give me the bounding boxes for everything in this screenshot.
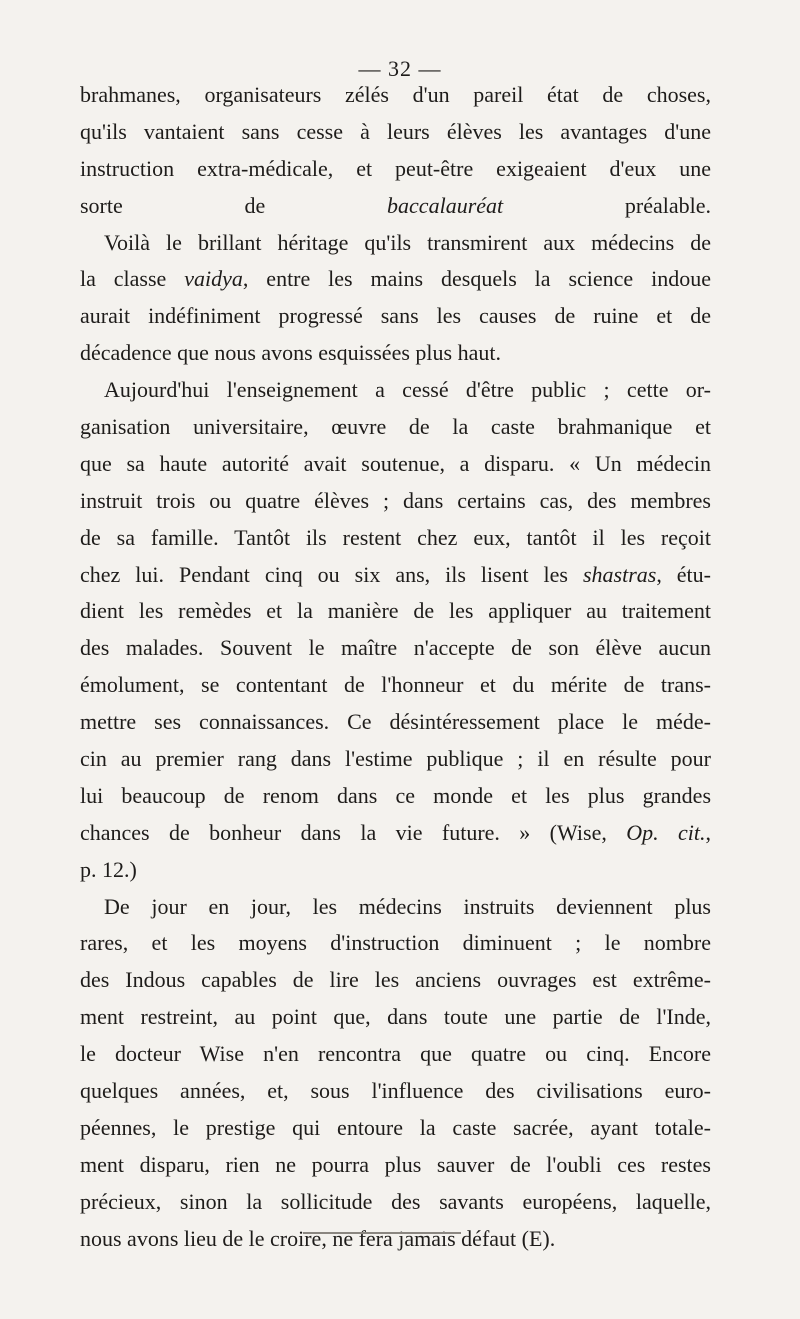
text-line [80,261,711,298]
text-line [80,815,711,852]
text-run: sorte de [80,192,388,218]
text-run: dient les remèdes et la manière de les appliquer au traitement [80,598,711,624]
italic-term: Op. cit. [626,819,706,845]
text-line [80,114,711,151]
text-run: la classe [80,266,185,292]
text-line [80,188,711,225]
text-line [80,1036,711,1073]
text-line [80,1147,711,1184]
text-run: préalable. [503,192,712,218]
text-run: le docteur Wise n'en rencontra que quatre ou cinq. Encore [80,1041,711,1067]
text-run: Aujourd'hui l'enseignement a cessé d'être public ; cette or- [104,377,711,403]
text-line [80,962,711,999]
text-line [80,925,711,962]
text-run: p. 12.) [80,856,137,882]
text-run: , [705,819,711,845]
text-line [80,409,711,446]
text-line [80,298,711,335]
body-text [80,77,711,1258]
text-line [80,778,711,815]
italic-term: vaidya [184,266,243,292]
text-line [80,852,711,889]
italic-term: shastras [582,561,657,587]
text-line [80,446,711,483]
text-run: qu'ils vantaient sans cesse à leurs élèves les avantages d'une [80,118,711,144]
text-run: instruction extra-médicale, et peut-être exigeaient d'eux une [80,155,711,181]
text-run: précieux, sinon la sollicitude des savants européens, laquelle, [80,1188,711,1214]
text-run: ment disparu, rien ne pourra plus sauver de l'oubli ces restes [80,1151,711,1177]
text-line [80,1110,711,1147]
closing-rule [303,1232,461,1234]
text-line [80,520,711,557]
text-run: quelques années, et, sous l'influence des civilisations euro- [80,1078,711,1104]
page-number: — 32 — [358,56,442,81]
text-line [80,557,711,594]
text-run: chances de bonheur dans la vie future. » (Wise, [80,819,627,845]
text-run: des Indous capables de lire les anciens ouvrages est extrême- [80,967,711,993]
text-line [80,483,711,520]
text-run: lui beaucoup de renom dans ce monde et les plus grandes [80,782,711,808]
text-run: De jour en jour, les médecins instruits deviennent plus [104,893,711,919]
text-line [80,151,711,188]
text-run: ment restreint, au point que, dans toute une partie de l'Inde, [80,1004,711,1030]
text-line [80,1073,711,1110]
text-line [80,889,711,926]
text-run: décadence que nous avons esquissées plus haut. [80,340,501,366]
text-line [80,77,711,114]
text-line [80,225,711,262]
text-line [80,999,711,1036]
text-line [80,593,711,630]
text-line [80,1221,711,1258]
text-line [80,372,711,409]
text-line [80,741,711,778]
text-run: cin au premier rang dans l'estime publique ; il en résulte pour [80,746,711,772]
text-run: instruit trois ou quatre élèves ; dans certains cas, des membres [80,487,711,513]
text-run: des malades. Souvent le maître n'accepte de son élève aucun [80,635,711,661]
text-run: , étu- [656,561,711,587]
text-run: , entre les mains desquels la science indoue [242,266,711,292]
text-run: de sa famille. Tantôt ils restent chez eux, tantôt il les reçoit [80,524,711,550]
text-run: aurait indéfiniment progressé sans les causes de ruine et de [80,303,711,329]
text-run: mettre ses connaissances. Ce désintéressement place le méde- [80,709,711,735]
text-run: ganisation universitaire, œuvre de la caste brahmanique et [80,414,711,440]
text-run: que sa haute autorité avait soutenue, a disparu. « Un médecin [80,450,711,476]
text-run: brahmanes, organisateurs zélés d'un pareil état de choses, [80,82,711,107]
text-run: nous avons lieu de le croire, ne fera jamais défaut (E). [80,1225,556,1251]
text-line [80,630,711,667]
text-line [80,335,711,372]
text-line [80,667,711,704]
italic-term: baccalauréat [387,192,504,218]
text-run: Voilà le brillant héritage qu'ils transmirent aux médecins de [104,229,711,255]
text-run: rares, et les moyens d'instruction diminuent ; le nombre [80,930,711,956]
text-line [80,1184,711,1221]
text-line [80,704,711,741]
text-run: chez lui. Pendant cinq ou six ans, ils lisent les [80,561,583,587]
text-run: péennes, le prestige qui entoure la caste sacrée, ayant totale- [80,1114,711,1140]
text-run: émolument, se contentant de l'honneur et du mérite de trans- [80,672,711,698]
